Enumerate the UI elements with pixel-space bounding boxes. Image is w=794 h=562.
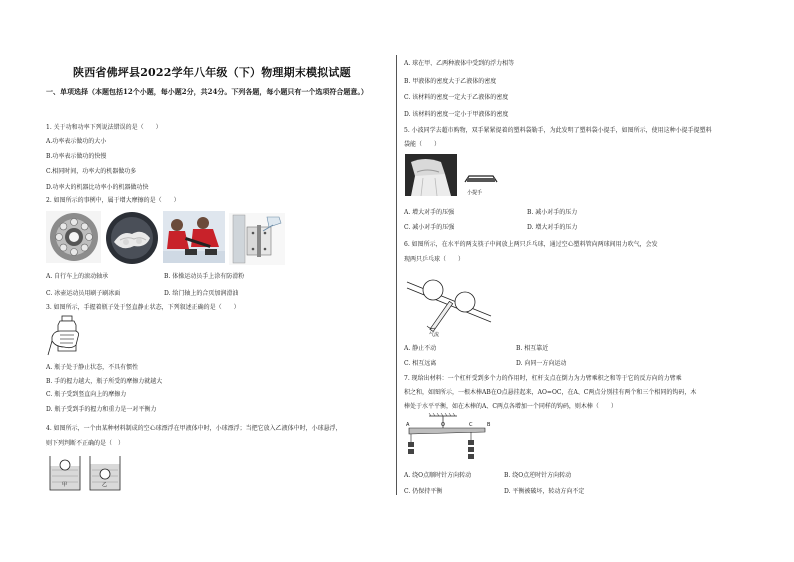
q3-option-a: A. 瓶子处于静止状态，不具有惯性 xyxy=(46,364,139,371)
q1-option-b: B.功率表示做功的快慢 xyxy=(46,153,107,160)
q7-stem-line2: 积之和，如图所示，一根木棒AB在O点悬挂起来，AO=OC，在A、C两点分别挂有两个和三个相同的钩码，木 xyxy=(404,389,697,396)
lever-label-b: B xyxy=(487,422,491,428)
section-heading: 一、单项选择（本题包括12个小题，每小题2分，共24分。下列各题，每小题只有一个选项符合题意。） xyxy=(46,87,368,96)
q5-option-d: D. 增大对手的压力 xyxy=(527,224,578,231)
q3-option-c: C. 瓶子受到竖直向上的摩擦力 xyxy=(46,391,127,398)
q6-option-d: D. 向同一方向运动 xyxy=(516,360,567,367)
q3-option-b: B. 手的握力越大，瓶子所受的摩擦力就越大 xyxy=(46,378,163,385)
q5-stem-line2: 袋能（ ） xyxy=(404,141,441,148)
hand-holding-bottle-image xyxy=(46,315,86,357)
q5-option-b: B. 减小对手的压力 xyxy=(527,209,578,216)
q7-option-d: D. 平衡被破坏，转动方向不定 xyxy=(504,488,585,495)
q3-option-d: D. 瓶子受到手的握力和重力是一对平衡力 xyxy=(46,406,157,413)
curling-image xyxy=(163,211,225,263)
q7-stem-line1: 7. 现给出材料：一个杠杆受到多个力的作用时，杠杆支点在倒力为力臂乘积之和等于它的反方向的力臂乘 xyxy=(404,375,682,382)
gymnast-hands-image xyxy=(106,212,158,264)
q4-option-b: B. 甲液体的密度大于乙液体的密度 xyxy=(404,78,497,85)
q2-option-b: B. 体操运动员手上涂有防滑粉 xyxy=(164,273,245,280)
q1-option-d: D.功率大的机器比功率小的机器做功快 xyxy=(46,184,149,191)
beaker-label-jia: 甲 xyxy=(62,482,68,488)
q1-option-c: C.相同时间，功率大的机器做功多 xyxy=(46,168,137,175)
q6-stem-line2: 现两只乒乓球（ ） xyxy=(404,256,465,263)
q5-stem-line1: 5. 小波同学去超市购物，双手紧紧提着的塑料袋勒手，为此发明了塑料袋小提手，如图所示，使用这种小提手提塑料 xyxy=(404,127,712,134)
q7-option-a: A. 绕O点顺时针方向转动 xyxy=(404,472,472,479)
airflow-label: 气流 xyxy=(429,332,440,338)
q4-stem-line2: 则下列判断不正确的是（ ） xyxy=(46,440,125,447)
q2-stem: 2. 如图所示的事例中，属于增大摩擦的是（ ） xyxy=(46,197,180,204)
q7-stem-line3: 棒处于水平平衡，如在木棒的A、C两点各增加一个同样的钩码，则木棒（ ） xyxy=(404,403,617,410)
q2-option-d: D. 给门轴上的合页加润滑油 xyxy=(164,290,239,297)
q3-stem: 3. 如图所示，手握着瓶子处于竖直静止状态，下列叙述正确的是（ ） xyxy=(46,304,240,311)
page-title: 陕西省佛坪县2022学年八年级（下）物理期末模拟试题 xyxy=(73,66,351,79)
q4-stem-line1: 4. 如图所示，一个由某种材料制成的空心球漂浮在甲液体中时，小球漂浮；当把它放入乙液体中时，小球悬浮， xyxy=(46,425,342,432)
beaker-label-yi: 乙 xyxy=(102,482,108,488)
q4-option-d: D. 该材料的密度一定小于甲液体的密度 xyxy=(404,111,509,118)
q7-option-b: B. 绕O点逆时针方向转动 xyxy=(504,472,572,479)
q1-stem: 1. 关于功和功率下列说法错误的是（ ） xyxy=(46,124,162,131)
q1-option-a: A.功率表示做功的大小 xyxy=(46,138,107,145)
bearing-image xyxy=(46,211,101,263)
q4-option-c: C. 该材料的密度一定大于乙液体的密度 xyxy=(404,94,509,101)
beakers-image xyxy=(46,452,126,494)
q6-stem-line1: 6. 如图所示，在水平的两支筷子中间放上两只乒乓球，通过空心塑料管向两球间用力吹气，会发 xyxy=(404,241,658,248)
door-hinge-image xyxy=(229,213,285,265)
lever-label-c: C xyxy=(469,422,473,428)
q5-option-c: C. 减小对手的压强 xyxy=(404,224,455,231)
q5-option-a: A. 增大对手的压强 xyxy=(404,209,455,216)
q2-option-c: C. 冰壶运动员用刷子刷冰面 xyxy=(46,290,121,297)
lever-image xyxy=(405,412,497,468)
small-handle-image xyxy=(461,168,501,198)
ping-pong-balls-image xyxy=(405,270,495,338)
lever-label-a: A xyxy=(406,422,410,428)
q6-option-b: B. 相互靠近 xyxy=(516,345,549,352)
q6-option-c: C. 相互远离 xyxy=(404,360,437,367)
q2-option-a: A. 自行车上的滚动轴承 xyxy=(46,273,109,280)
q6-option-a: A. 静止不动 xyxy=(404,345,437,352)
q4-option-a: A. 球在甲、乙两种液体中受到的浮力相等 xyxy=(404,60,515,67)
column-divider xyxy=(396,55,397,495)
small-handle-label: 小提手 xyxy=(467,190,483,196)
lever-label-o: O xyxy=(441,422,445,428)
hand-carrying-bag-image xyxy=(405,154,457,196)
q7-option-c: C. 仍保持平衡 xyxy=(404,488,443,495)
